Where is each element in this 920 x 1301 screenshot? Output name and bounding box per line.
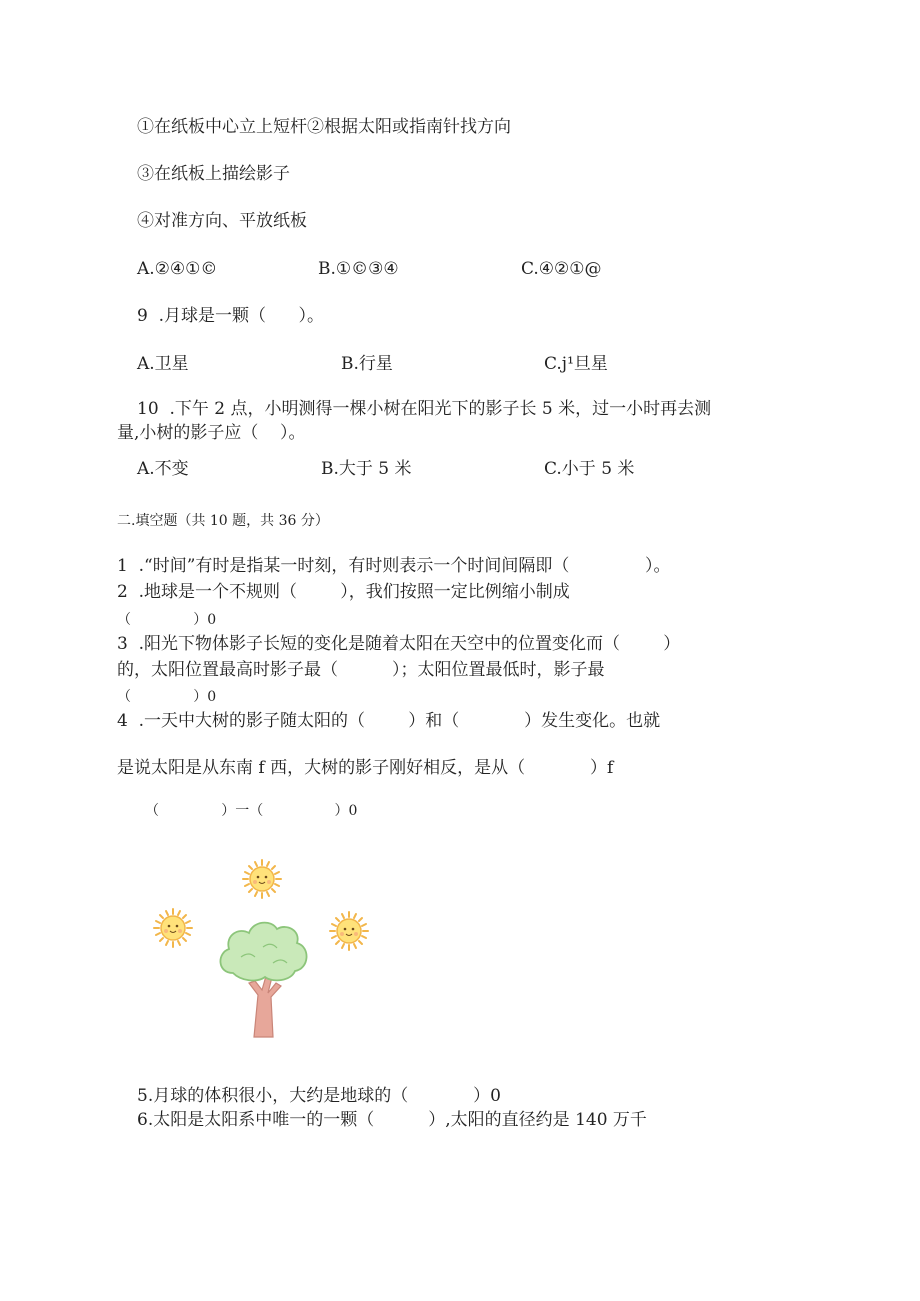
- q8-option-b: B.①©③④: [318, 259, 399, 279]
- fill-q5: 5.月球的体积很小，大约是地球的（ ）0: [137, 1086, 501, 1106]
- fill-q2a: 2 .地球是一个不规则（ ），我们按照一定比例缩小制成: [117, 582, 570, 602]
- q8-step1: ①在纸板中心立上短杆②根据太阳或指南针找方向: [137, 117, 511, 137]
- fill-q2b: （ ）0: [117, 612, 217, 628]
- q9-option-c: C.j¹旦星: [544, 354, 608, 374]
- q9-option-a: A.卫星: [137, 354, 189, 374]
- fill-q3b: 的，太阳位置最高时影子最（ ）；太阳位置最低时，影子最: [117, 660, 605, 680]
- section-title: 二.填空题（共 10 题，共 36 分）: [117, 513, 329, 529]
- fill-q4b: 是说太阳是从东南 f 西，大树的影子刚好相反，是从（ ）f: [117, 758, 614, 778]
- q8-step3: ③在纸板上描绘影子: [137, 164, 290, 184]
- q8-option-c: C.④②①@: [521, 259, 602, 279]
- q10-line1: 10 .下午 2 点，小明测得一棵小树在阳光下的影子长 5 米，过一小时再去测: [137, 399, 712, 419]
- q9-option-b: B.行星: [341, 354, 393, 374]
- fill-q3a: 3 .阳光下物体影子长短的变化是随着太阳在天空中的位置变化而（ ）: [117, 634, 681, 654]
- fill-q4c: （ ）一（ ）0: [145, 803, 358, 819]
- fill-q4a: 4 .一天中大树的影子随太阳的（ ）和（ ）发生变化。也就: [117, 711, 661, 731]
- q8-option-a: A.②④①©: [137, 259, 218, 279]
- q9-stem: 9 .月球是一颗（ ）。: [137, 306, 324, 326]
- sun-tree-illustration: [145, 855, 395, 1045]
- q10-option-a: A.不变: [137, 459, 189, 479]
- fill-q1: 1 .“时间”有时是指某一时刻，有时则表示一个时间间隔即（ ）。: [117, 556, 671, 576]
- q8-step4: ④对准方向、平放纸板: [137, 211, 307, 231]
- q10-line2: 量,小树的影子应（ ）。: [117, 423, 306, 443]
- fill-q3c: （ ）0: [117, 689, 217, 705]
- fill-q6: 6.太阳是太阳系中唯一的一颗（ ）,太阳的直径约是 140 万千: [137, 1110, 647, 1130]
- q10-option-c: C.小于 5 米: [544, 459, 635, 479]
- q10-option-b: B.大于 5 米: [321, 459, 412, 479]
